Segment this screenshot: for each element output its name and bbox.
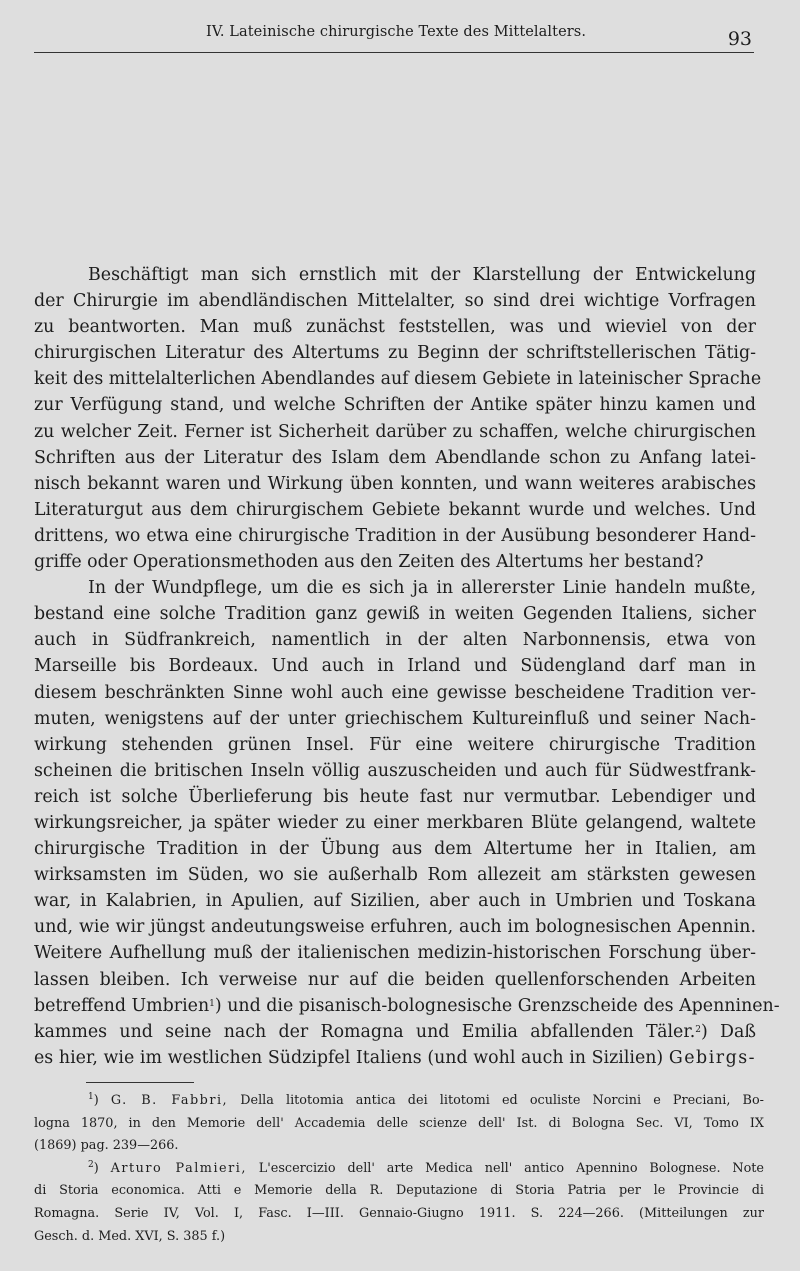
text-fragment: kammes und seine nach der Romagna und Emilia abfallenden Täler. — [34, 1021, 696, 1042]
text-line: zu beantworten. Man muß zunächst feststellen, was und wieviel von der — [34, 317, 756, 338]
text-line: lassen bleiben. Ich verweise nur auf die beiden quellenforschenden Arbeiten — [34, 969, 756, 990]
text-fragment: ) Daß — [701, 1021, 756, 1042]
footnote-mark: 2 — [88, 1159, 94, 1170]
footnote-author: G. B. Fabbri, — [110, 1093, 229, 1108]
text-line: der Chirurgie im abendländischen Mittelalter, so sind drei wichtige Vorfragen — [34, 291, 756, 312]
text-line: scheinen die britischen Inseln völlig auszuscheiden und auch für Südwestfrank- — [34, 760, 756, 781]
footnote-line: logna 1870, in den Memorie dell' Accademia delle scienze dell' Ist. di Bologna Sec. VI, Tomo IX — [34, 1115, 764, 1131]
text-line: Literaturgut aus dem chirurgischem Gebiete bekannt wurde und welches. Und — [34, 499, 756, 520]
text-line: Schriften aus der Literatur des Islam dem Abendlande schon zu Anfang latei- — [34, 447, 756, 468]
footnote-text: Della litotomia antica dei litotomi ed oculiste Norcini e Preciani, Bo- — [240, 1093, 764, 1108]
text-line: drittens, wo etwa eine chirurgische Tradition in der Ausübung besonderer Hand- — [34, 525, 756, 546]
text-line: diesem beschränkten Sinne wohl auch eine gewisse bescheidene Tradition ver- — [34, 682, 756, 703]
footnote-divider — [86, 1082, 194, 1083]
text-line: wirksamsten im Süden, wo sie außerhalb Rom allezeit am stärksten gewesen — [34, 865, 756, 886]
footnote-line: Romagna. Serie IV, Vol. I, Fasc. I—III. Gennaio-Giugno 1911. S. 224—266. (Mitteilungen zur — [34, 1205, 764, 1221]
footnote-1: $^1$) G. B. Fabbri, Della litotomia antica dei litotomi ed oculiste Norcini e Preciani, Bo- — [88, 1092, 764, 1108]
text-line: reich ist solche Überlieferung bis heute fast nur vermutbar. Lebendiger und — [34, 786, 756, 807]
page-number: 93 — [727, 28, 752, 50]
footnote-text: L'escercizio dell' arte Medica nell' antico Apennino Bolognese. Note — [258, 1160, 765, 1176]
text-line: auch in Südfrankreich, namentlich in der alten Narbonnensis, etwa von — [34, 630, 756, 651]
footnote-line: Gesch. d. Med. XVI, S. 385 f.) — [34, 1228, 226, 1244]
text-line: zu welcher Zeit. Ferner ist Sicherheit darüber zu schaffen, welche chirurgischen — [34, 421, 756, 442]
text-line: wirkung stehenden grünen Insel. Für eine weitere chirurgische Tradition — [34, 734, 756, 755]
running-head-title: IV. Lateinische chirurgische Texte des Mittelalters. — [206, 24, 587, 40]
footnote-ref: 1 — [209, 998, 215, 1009]
text-line: wirkungsreicher, ja später wieder zu einer merkbaren Blüte gelangend, waltete — [34, 812, 756, 833]
text-line — [34, 993, 780, 1019]
text-fragment: betreffend Umbrien — [34, 995, 210, 1016]
footnote-author: Arturo Palmieri, — [110, 1160, 247, 1176]
text-line: und, wie wir jüngst andeutungsweise erfuhren, auch im bolognesischen Apennin. — [34, 917, 756, 938]
text-line: zur Verfügung stand, und welche Schriften der Antike später hinzu kamen und — [34, 395, 756, 416]
text-line — [34, 1019, 756, 1045]
text-line: Marseille bis Bordeaux. Und auch in Irland und Südengland darf man in — [34, 656, 756, 677]
text-line: nisch bekannt waren und Wirkung üben konnten, und wann weiteres arabisches — [34, 473, 756, 494]
footnotes — [34, 1090, 764, 1248]
text-line: chirurgischen Literatur des Altertums zu Beginn der schriftstellerischen Tätig- — [34, 343, 756, 364]
main-text — [34, 262, 780, 1071]
text-line — [34, 1045, 756, 1071]
text-line: Beschäftigt man sich ernstlich mit der Klarstellung der Entwickelung — [88, 265, 756, 285]
footnote-ref: 2 — [695, 1024, 701, 1035]
footnote-mark: 1 — [88, 1092, 94, 1102]
text-line: war, in Kalabrien, in Apulien, auf Sizilien, aber auch in Umbrien und Toskana — [34, 891, 756, 912]
text-fragment: es hier, wie im westlichen Südzipfel Italiens (und wohl auch in Sizilien) — [34, 1047, 664, 1068]
text-line: bestand eine solche Tradition ganz gewiß in weiten Gegenden Italiens, sicher — [34, 604, 756, 625]
text-line: muten, wenigstens auf der unter griechischem Kultureinfluß und seiner Nach- — [34, 708, 756, 729]
text-line: Weitere Aufhellung muß der italienischen medizin-historischen Forschung über- — [34, 943, 756, 964]
text-line: griffe oder Operationsmethoden aus den Zeiten des Altertums her bestand? — [34, 552, 704, 573]
footnote-2: $^2$) Arturo Palmieri, L'escercizio dell' arte Medica nell' antico Apennino Bolognese. Note — [88, 1159, 765, 1176]
text-line: In der Wundpflege, um die es sich ja in allererster Linie handeln mußte, — [88, 578, 756, 599]
text-fragment-spaced: Gebirgs- — [668, 1047, 756, 1068]
text-line: chirurgische Tradition in der Übung aus dem Altertume her in Italien, am — [34, 839, 756, 860]
text-fragment: ) und die pisanisch-bolognesische Grenzscheide des Apenninen- — [214, 995, 780, 1016]
text-line: keit des mittelalterlichen Abendlandes auf diesem Gebiete in lateinischer Sprache — [34, 369, 762, 390]
running-head — [34, 22, 754, 53]
footnote-line: di Storia economica. Atti e Memorie della R. Deputazione di Storia Patria per le Provincie di — [34, 1183, 764, 1199]
footnote-line: (1869) pag. 239—266. — [34, 1138, 179, 1154]
